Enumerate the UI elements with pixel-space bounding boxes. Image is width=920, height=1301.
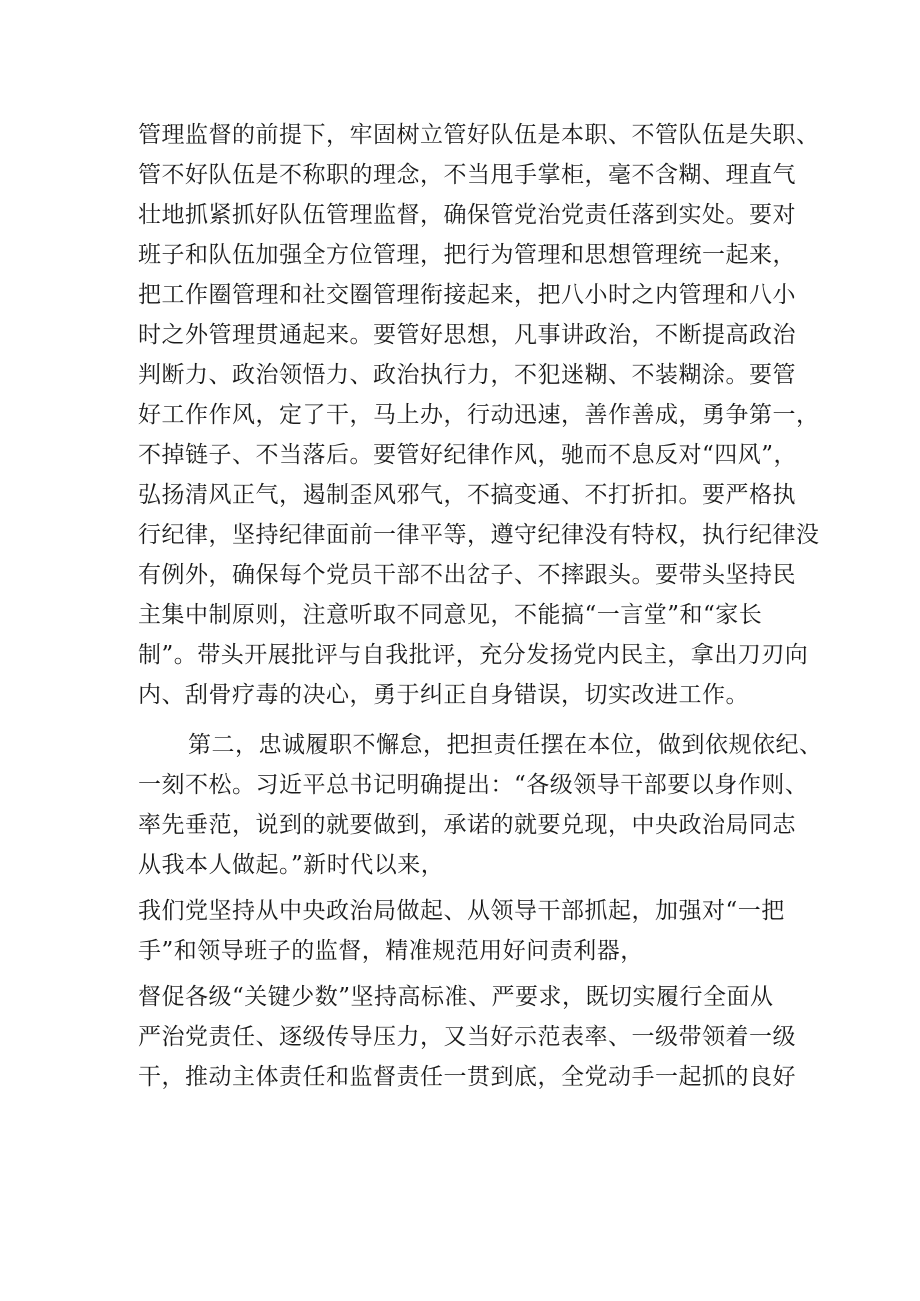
paragraph-line: 不掉链子、不当落后。要管好纪律作风，驰而不息反对“四风”， (138, 442, 798, 468)
paragraph-line: 手”和领导班子的监督，精准规范用好问责利器， (138, 938, 644, 964)
paragraph-line: 弘扬清风正气，遏制歪风邪气，不搞变通、不打折扣。要严格执 (138, 482, 796, 508)
paragraph-line: 制”。带头开展批评与自我批评，充分发扬党内民主，拿出刀刃向 (138, 642, 809, 668)
paragraph-line: 第二，忠诚履职不懈怠，把担责任摆在本位，做到依规依纪、 (188, 732, 823, 758)
paragraph-line: 督促各级“关键少数”坚持高标准、严要求，既切实履行全面从 (138, 984, 774, 1010)
paragraph-line: 壮地抓紧抓好队伍管理监督，确保管党治党责任落到实处。要对 (138, 202, 796, 228)
paragraph-line: 主集中制原则，注意听取不同意见，不能搞“一言堂”和“家长 (138, 602, 763, 628)
paragraph-line: 一刻不松。习近平总书记明确提出：“各级领导干部要以身作则、 (138, 772, 809, 798)
paragraph-line: 管不好队伍是不称职的理念，不当甩手掌柜，毫不含糊、理直气 (138, 162, 796, 188)
paragraph-line: 有例外，确保每个党员干部不出岔子、不摔跟头。要带头坚持民 (138, 562, 796, 588)
paragraph-line: 从我本人做起。”新时代以来， (138, 852, 445, 878)
paragraph-line: 判断力、政治领悟力、政治执行力，不犯迷糊、不装糊涂。要管 (138, 362, 796, 388)
paragraph-line: 率先垂范，说到的就要做到，承诺的就要兑现，中央政治局同志 (138, 812, 796, 838)
paragraph-line: 内、刮骨疗毒的决心，勇于纠正自身错误，切实改进工作。 (138, 682, 749, 708)
paragraph-line: 把工作圈管理和社交圈管理衔接起来，把八小时之内管理和八小 (138, 282, 796, 308)
paragraph-line: 严治党责任、逐级传导压力，又当好示范表率、一级带领着一级 (138, 1024, 796, 1050)
paragraph-line: 班子和队伍加强全方位管理，把行为管理和思想管理统一起来， (138, 242, 796, 268)
paragraph-line: 干，推动主体责任和监督责任一贯到底，全党动手一起抓的良好 (138, 1064, 796, 1090)
paragraph-line: 我们党坚持从中央政治局做起、从领导干部抓起，加强对“一把 (138, 898, 785, 924)
paragraph-line: 好工作作风，定了干，马上办，行动迅速，善作善成，勇争第一， (138, 402, 820, 428)
paragraph-line: 行纪律，坚持纪律面前一律平等，遵守纪律没有特权，执行纪律没 (138, 522, 820, 548)
paragraph-line: 管理监督的前提下，牢固树立管好队伍是本职、不管队伍是失职、 (138, 122, 820, 148)
paragraph-line: 时之外管理贯通起来。要管好思想，凡事讲政治，不断提高政治 (138, 322, 796, 348)
